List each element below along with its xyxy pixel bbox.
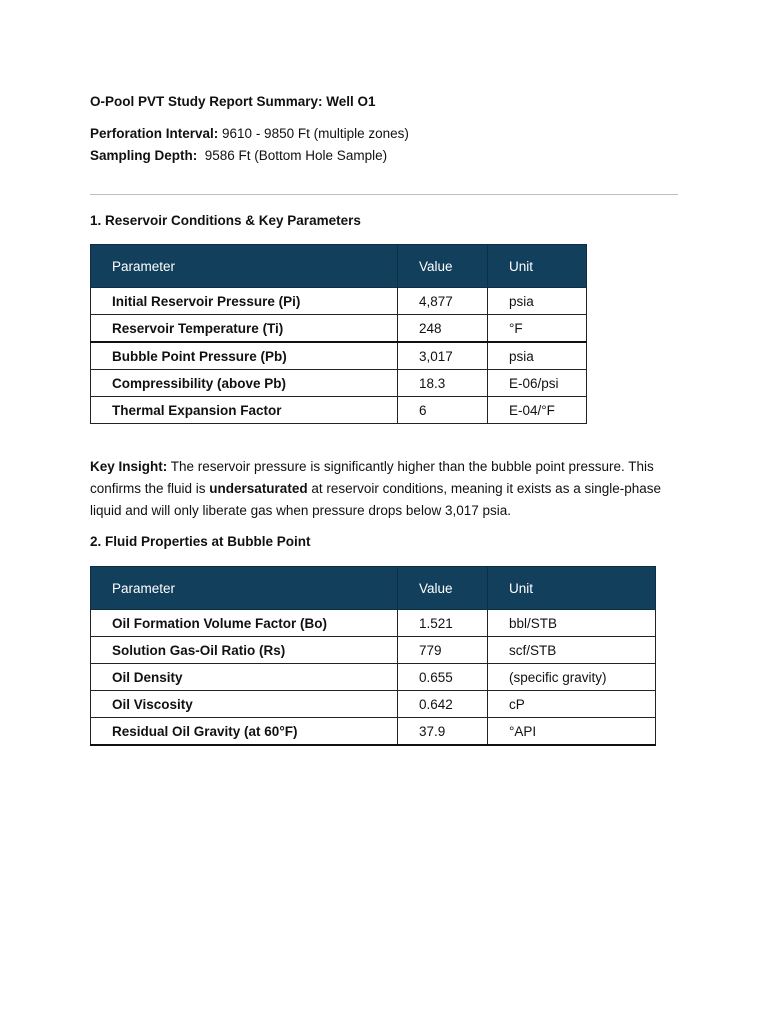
perforation-value: 9610 - 9850 Ft (multiple zones) [218, 126, 409, 141]
cell-parameter: Thermal Expansion Factor [91, 397, 398, 424]
key-insight-text-1: The reservoir pressure is significantly higher than the bubble point pressure. This confirms the fluid is [90, 459, 654, 496]
cell-parameter: Solution Gas-Oil Ratio (Rs) [91, 637, 398, 664]
section2-title: 2. Fluid Properties at Bubble Point [90, 534, 311, 549]
table-row [91, 342, 587, 370]
cell-parameter: Oil Viscosity [91, 691, 398, 718]
cell-value: 779 [398, 637, 488, 664]
table-header-row [91, 567, 656, 610]
table-row [91, 691, 656, 718]
table-row [91, 637, 656, 664]
sampling-value: 9586 Ft (Bottom Hole Sample) [197, 148, 388, 163]
cell-unit: E-06/psi [488, 370, 587, 397]
sampling-depth [90, 148, 387, 163]
table-row [91, 718, 656, 746]
perforation-label: Perforation Interval: [90, 126, 219, 141]
cell-value: 0.655 [398, 664, 488, 691]
key-insight-text-2: at reservoir conditions, meaning it exists as a single-phase liquid and will only liberate gas when pressure drops below 3,017 psia. [90, 481, 662, 518]
report-title: O-Pool PVT Study Report Summary: Well O1 [90, 94, 376, 109]
divider [90, 194, 678, 195]
table-row [91, 397, 587, 424]
cell-parameter: Reservoir Temperature (Ti) [91, 315, 398, 343]
cell-value: 248 [398, 315, 488, 343]
cell-unit: psia [488, 342, 587, 370]
cell-unit: cP [488, 691, 656, 718]
cell-value: 3,017 [398, 342, 488, 370]
cell-value: 6 [398, 397, 488, 424]
table-row [91, 315, 587, 343]
cell-unit: E-04/°F [488, 397, 587, 424]
cell-parameter: Initial Reservoir Pressure (Pi) [91, 288, 398, 315]
cell-value: 1.521 [398, 610, 488, 637]
key-insight-label: Key Insight: [90, 459, 168, 474]
cell-unit: psia [488, 288, 587, 315]
cell-parameter: Oil Density [91, 664, 398, 691]
key-insight-bold: undersaturated [209, 481, 308, 496]
key-insight-paragraph [90, 456, 680, 522]
cell-unit: bbl/STB [488, 610, 656, 637]
cell-unit: scf/STB [488, 637, 656, 664]
header-value: Value [398, 567, 488, 610]
cell-parameter: Oil Formation Volume Factor (Bo) [91, 610, 398, 637]
table-row [91, 370, 587, 397]
fluid-properties-table [90, 566, 656, 746]
cell-unit: °API [488, 718, 656, 746]
header-value: Value [398, 245, 488, 288]
cell-unit: (specific gravity) [488, 664, 656, 691]
table-header-row [91, 245, 587, 288]
table-row [91, 664, 656, 691]
cell-unit: °F [488, 315, 587, 343]
cell-value: 18.3 [398, 370, 488, 397]
cell-value: 37.9 [398, 718, 488, 746]
header-unit: Unit [488, 567, 656, 610]
header-unit: Unit [488, 245, 587, 288]
header-parameter: Parameter [91, 245, 398, 288]
table-row [91, 610, 656, 637]
cell-value: 0.642 [398, 691, 488, 718]
header-parameter: Parameter [91, 567, 398, 610]
perforation-interval [90, 126, 409, 141]
sampling-label: Sampling Depth: [90, 148, 198, 163]
section1-title: 1. Reservoir Conditions & Key Parameters [90, 213, 361, 228]
cell-parameter: Compressibility (above Pb) [91, 370, 398, 397]
cell-value: 4,877 [398, 288, 488, 315]
table-row [91, 288, 587, 315]
cell-parameter: Bubble Point Pressure (Pb) [91, 342, 398, 370]
cell-parameter: Residual Oil Gravity (at 60°F) [91, 718, 398, 746]
reservoir-conditions-table [90, 244, 587, 424]
